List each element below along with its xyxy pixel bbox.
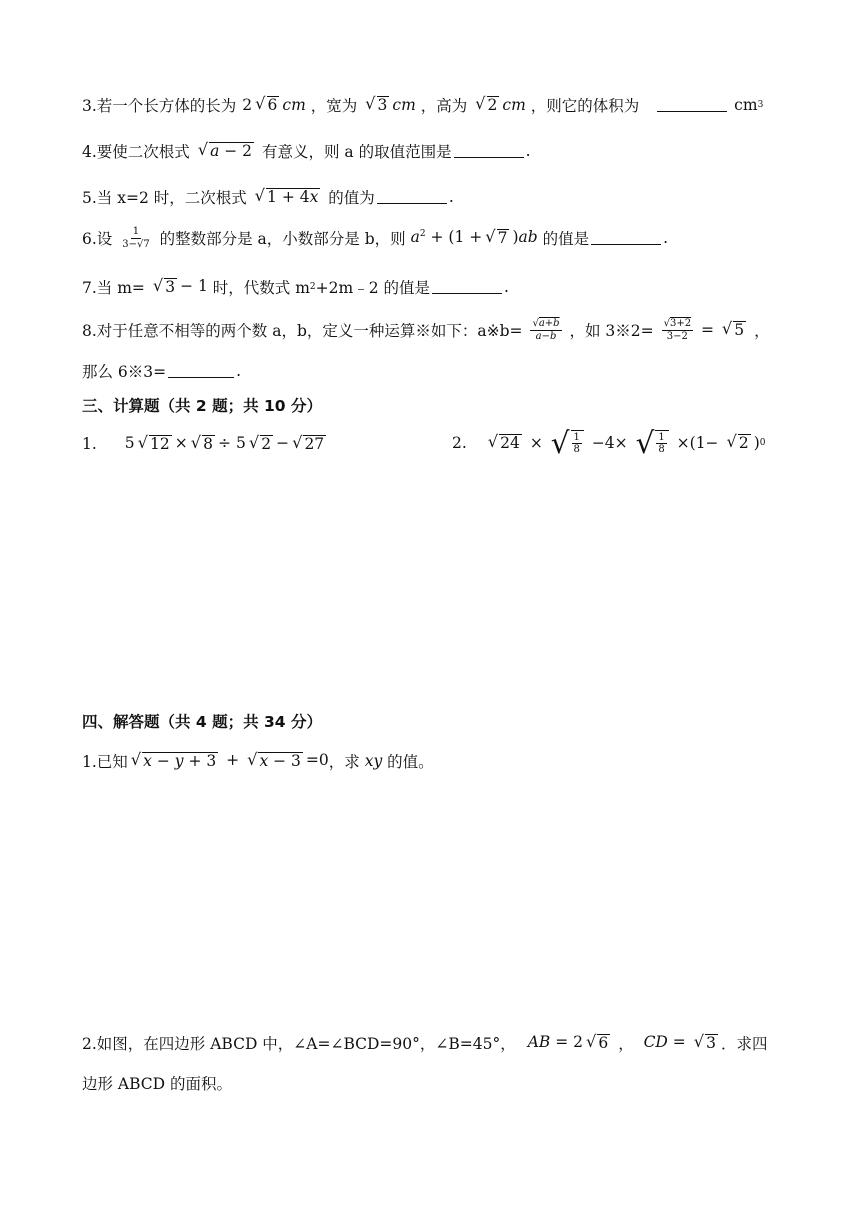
answer-question-1 xyxy=(82,750,434,772)
answer-2-cd: CD = √ 3 xyxy=(643,1032,716,1053)
answer-1-prefix: 1.已知 xyxy=(82,753,128,771)
q7-answer-blank[interactable] xyxy=(432,292,502,294)
q7-prefix: 7.当 m= xyxy=(82,279,150,297)
q3-prefix: 3.若一个长方体的长为 xyxy=(82,97,237,115)
calc-problem-1 xyxy=(82,434,329,454)
answer-2-ab: AB = 2 √ 6 xyxy=(527,1032,609,1053)
answer-1-end: 的值。 xyxy=(387,753,434,771)
q6-suffix: 的值是 xyxy=(537,230,590,248)
q7-mid: 时，代数式 m xyxy=(207,279,310,297)
question-8-line2 xyxy=(82,360,241,382)
q6-fraction: $\frac{1}{3-√7}$ xyxy=(122,226,150,250)
calc-problem-2 xyxy=(452,426,766,460)
q4-answer-blank[interactable] xyxy=(454,156,524,158)
question-3: 3.若一个长方体的长为 2 √ 6 cm ，宽为 √ 3 cm ，高为 √ 2 cm ，则它的体积为 cm 3 xyxy=(82,93,764,115)
q8-prefix: 8.对于任意不相等的两个数 a，b，定义一种运算※如下：a※b= xyxy=(82,322,528,340)
answer-1-var: xy xyxy=(364,752,383,770)
q3-mid2: ，高为 xyxy=(415,97,473,115)
q6-prefix: 6.设 xyxy=(82,230,118,248)
answer-1-suffix: ，求 xyxy=(328,753,360,771)
q8-mid: ，如 3※2= xyxy=(564,322,659,340)
answer-2-line2: 边形 ABCD 的面积。 xyxy=(82,1075,233,1093)
question-8 xyxy=(82,318,770,342)
q5-expr: √ 1 + 4x xyxy=(254,185,319,206)
q4-expr: √ a − 2 xyxy=(197,139,253,160)
q6-expr: $a^2 + (1$ + √ 7 )ab xyxy=(410,227,538,248)
q8-line2: 那么 6※3= xyxy=(82,363,167,381)
q8-eq: = xyxy=(696,321,719,339)
q5-suffix: 的值为 xyxy=(323,189,375,207)
section-3-heading: 三、计算题（共 2 题；共 10 分） xyxy=(82,397,322,415)
q4-prefix: 4.要使二次根式 xyxy=(82,143,195,161)
q7-exp: 2 xyxy=(309,282,316,292)
q8-example: $\frac{√3+2}{3-2}$ xyxy=(663,318,692,342)
q7-value: √ 3 − 1 xyxy=(152,276,208,297)
q6-answer-blank[interactable] xyxy=(591,243,661,245)
q3-answer-blank[interactable] xyxy=(657,110,727,112)
q3-height: √ 2 xyxy=(475,93,498,114)
calc-2-expr: √ 24 × √ $\frac{1}{8}$ −4× √ $\frac{1}{8}$ ×(1− √ 2 ) 0 xyxy=(487,426,766,460)
q7-suffix: +2m﹣2 的值是 xyxy=(315,279,430,297)
question-5 xyxy=(82,186,454,208)
q5-answer-blank[interactable] xyxy=(377,202,447,204)
q6-mid: 的整数部分是 a，小数部分是 b，则 xyxy=(154,230,411,248)
q8-answer-blank[interactable] xyxy=(168,376,234,378)
q5-prefix: 5.当 x=2 时，二次根式 xyxy=(82,189,252,207)
answer-question-2: 2.如图，在四边形 ABCD 中，∠A=∠BCD=90°，∠B=45°， AB = 2 √ 6 ， CD = √ 3 ．求四 xyxy=(82,1032,768,1053)
q5-end: . xyxy=(448,188,454,206)
q7-end: . xyxy=(504,278,509,296)
calc-1-number: 1. xyxy=(82,434,97,453)
q3-length: √ 6 xyxy=(255,93,278,114)
calc-2-number: 2. xyxy=(452,434,467,453)
q4-suffix: 有意义，则 a 的取值范围是 xyxy=(257,143,452,161)
calc-1-expr: 5 √ 12 × √ 8 ÷ 5 √ 2 − √ 27 xyxy=(124,433,325,453)
answer-question-2-line2 xyxy=(82,1072,232,1094)
q8-line2-end: . xyxy=(236,362,242,380)
q3-unit-exp: 3 xyxy=(757,100,764,110)
q8-end: ， xyxy=(749,322,770,340)
question-4 xyxy=(82,140,531,162)
question-6 xyxy=(82,226,668,250)
q4-end: . xyxy=(525,142,531,160)
question-7 xyxy=(82,276,509,298)
q3-width: √ 3 xyxy=(365,93,388,114)
q3-mid1: ，宽为 xyxy=(305,97,363,115)
q6-end: . xyxy=(663,229,669,247)
q8-definition: $\frac{√a+b}{a-b}$ xyxy=(532,318,560,342)
answer-2-tail: ．求四 xyxy=(720,1035,768,1053)
answer-1-expr: √ x − y + 3 + √ x − 3 =0 xyxy=(130,750,329,771)
q8-result: √ 5 xyxy=(721,318,745,339)
q3-suffix: ，则它的体积为 xyxy=(525,97,640,115)
q3-unit: cm xyxy=(729,96,758,114)
answer-2-line1: 2.如图，在四边形 ABCD 中，∠A=∠BCD=90°，∠B=45°， xyxy=(82,1035,516,1053)
section-4-heading: 四、解答题（共 4 题；共 34 分） xyxy=(82,713,322,731)
